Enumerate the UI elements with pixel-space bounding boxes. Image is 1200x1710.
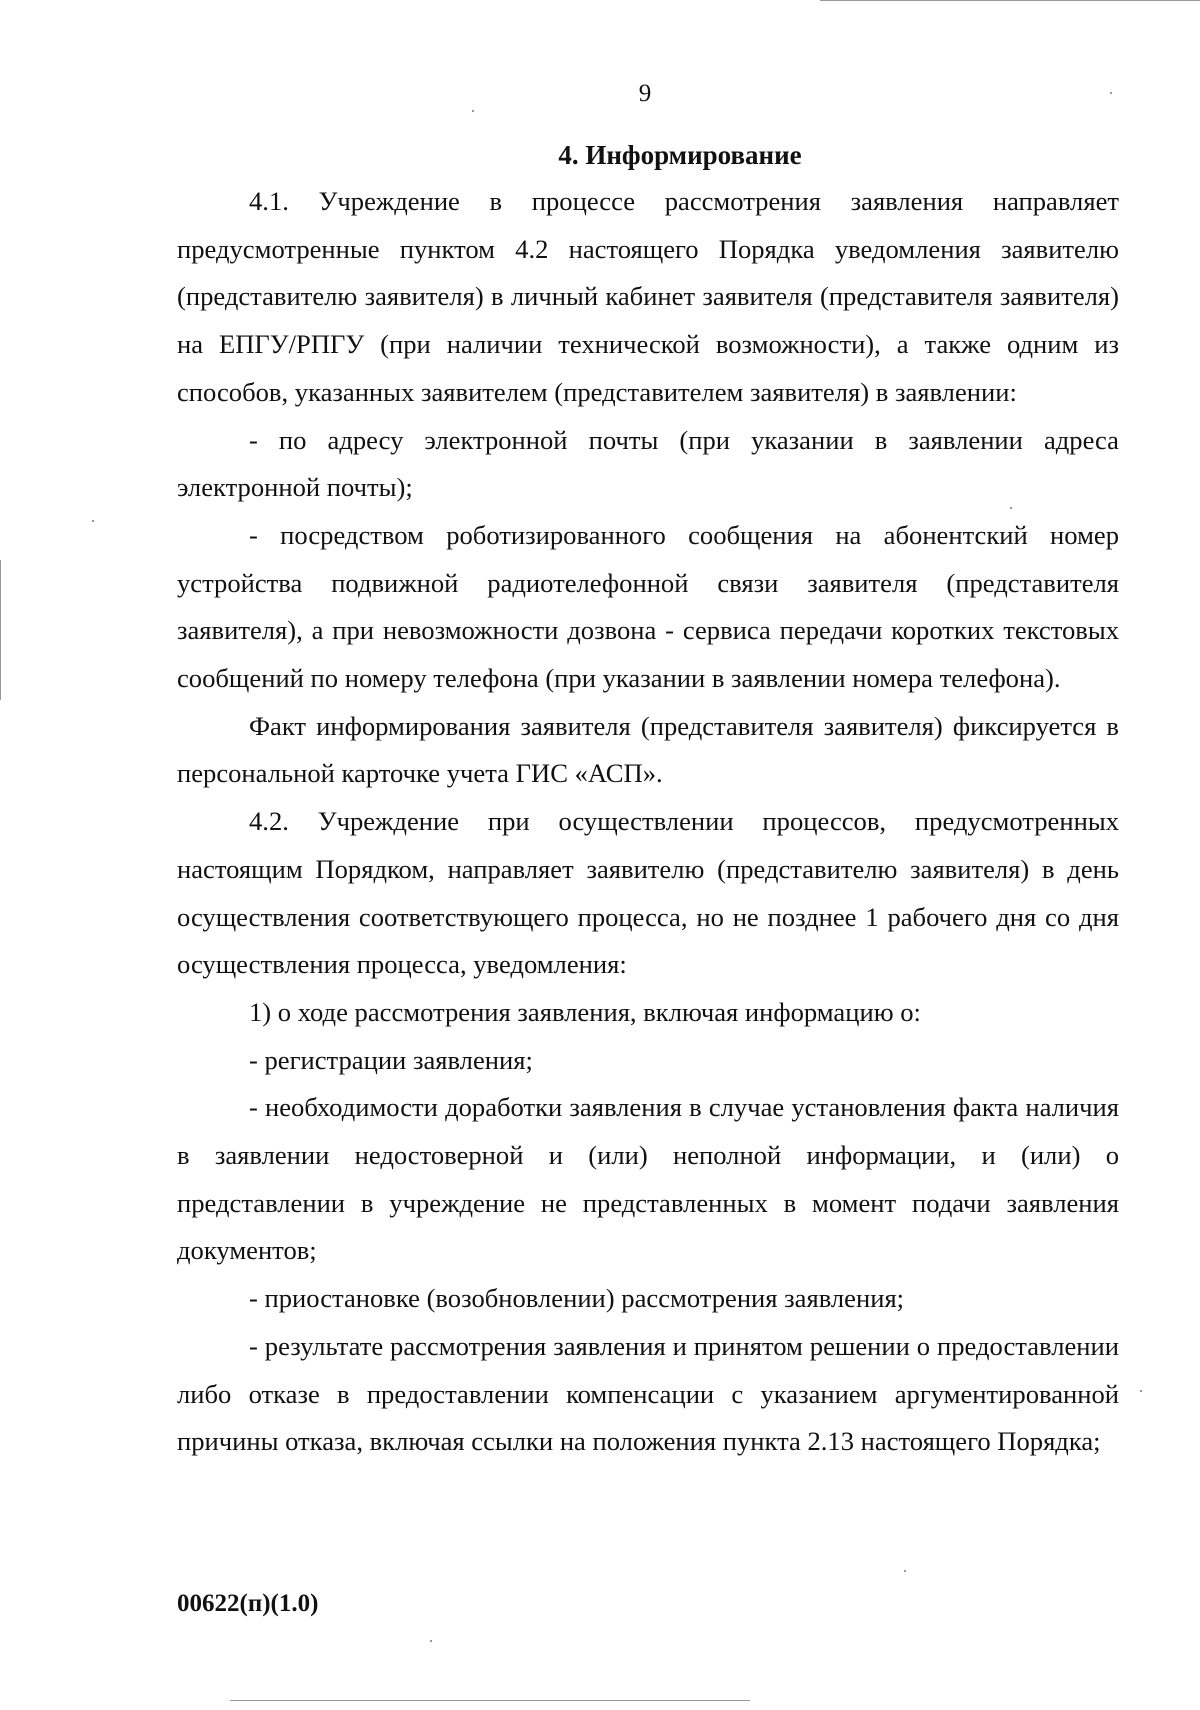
paragraph-4-1: 4.1. Учреждение в процессе рассмотрения заявления направляет предусмотренные пунктом 4.2 настоящего Порядка уведомления заявителю (представителю заявителя) в личный кабинет заявителя (представителя заявителя) на ЕПГУ/РПГУ (при наличии технической возможности), а также одним из способов, указанных заявителем (представителем заявителя) в заявлении: [177,186,1119,407]
scan-speck [472,110,474,112]
paragraph-email: - по адресу электронной почты (при указании в заявлении адреса электронной почты); [177,424,1119,503]
paragraph-registration: - регистрации заявления; [249,1044,533,1075]
scan-speck [1110,92,1112,94]
scan-edge-left [0,560,1,700]
paragraph-4-2: 4.2. Учреждение при осуществлении процессов, предусмотренных настоящим Порядком, направляет заявителю (представителю заявителя) в день осуществления соответствующего процесса, но не позднее 1 рабочего дня со дня осуществления процесса, уведомления: [177,806,1119,980]
document-body [177,178,1119,1466]
paragraph-revision: - необходимости доработки заявления в случае установления факта наличия в заявлении недостоверной и (или) неполной информации, и (или) о представлении в учреждение не представленных в момент подачи заявления документов; [177,1092,1119,1266]
page-number: 9 [638,80,652,107]
scan-speck [92,520,94,522]
paragraph-robot-call: - посредством роботизированного сообщения на абонентский номер устройства подвижной радиотелефонной связи заявителя (представителя заявителя), а при невозможности дозвона - сервиса передачи коротких текстовых сообщений по номеру телефона (при указании в заявлении номера телефона). [177,519,1119,694]
scan-speck [430,1640,432,1642]
paragraph-result: - результате рассмотрения заявления и принятом решении о предоставлении либо отказе в предоставлении компенсации с указанием аргументированной причины отказа, включая ссылки на положения пункта 2.13 настоящего Порядка; [177,1330,1119,1457]
document-code: 00622(п)(1.0) [177,1590,319,1617]
paragraph-suspension: - приостановке (возобновлении) рассмотрения заявления; [249,1283,905,1314]
scan-speck [1140,1390,1142,1392]
paragraph-fact: Факт информирования заявителя (представителя заявителя) фиксируется в персональной карточке учета ГИС «АСП». [177,710,1119,789]
scan-speck [904,1570,906,1572]
scan-speck [1010,507,1012,509]
paragraph-item-1: 1) о ходе рассмотрения заявления, включая информацию о: [249,996,921,1027]
scan-edge-top [820,0,1200,1]
section-heading: 4. Информирование [558,140,802,170]
scan-edge-bottom [230,1700,750,1701]
